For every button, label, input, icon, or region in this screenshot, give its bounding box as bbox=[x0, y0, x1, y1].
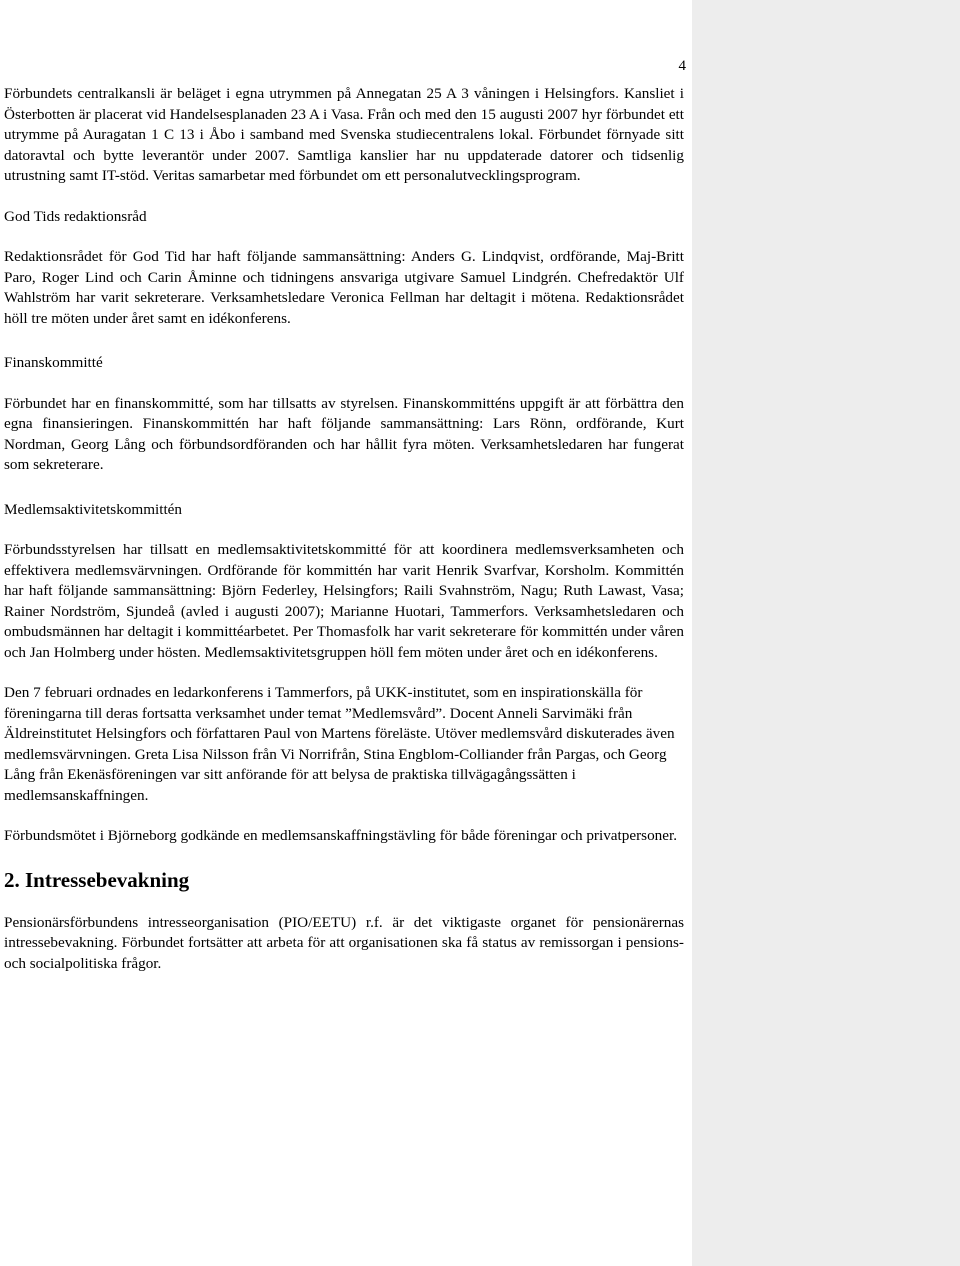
paragraph-finanskommitte: Förbundet har en finanskommitté, som har tillsatts av styrelsen. Finanskommitténs uppgift är att förbättra den egna finansieringen. Finanskommittén har haft följande sammansättning: Lars Rönn, ordförande, Kurt Nordman, Georg Lång och förbundsordföranden och har hållit fyra möten. Verksamhetsledaren har fungerat som sekreterare. bbox=[4, 394, 684, 473]
heading-finanskommitte: Finanskommitté bbox=[4, 354, 103, 371]
document-body bbox=[4, 84, 684, 974]
paragraph-ledarkonferens: Den 7 februari ordnades en ledarkonferens i Tammerfors, på UKK-institutet, som en inspirationskälla för föreningarna till deras fortsatta verksamhet under temat ”Medlemsvård”. Docent Anneli Sarvimäki från Äldreinstitutet Helsingfors och författaren Paul von Martens föreläste. Utöver medlemsvård diskuterades även medlemsvärvningen. Greta Lisa Nilsson från Vi Norrifrån, Stina Engblom-Colliander från Pargas, och Georg Lång från Ekenäsföreningen var sitt anförande för att belysa de praktiska tillvägagångssätten i medlemsanskaffningen. bbox=[4, 684, 675, 804]
heading-god-tids-redaktionsrad: God Tids redaktionsråd bbox=[4, 207, 147, 225]
paragraph-forbundsmotet: Förbundsmötet i Björneborg godkände en medlemsanskaffningstävling för både föreningar och privatpersoner. bbox=[4, 827, 678, 844]
paragraph-intressebevakning: Pensionärsförbundens intresseorganisation (PIO/EETU) r.f. är det viktigaste organet för pensionärernas intressebevakning. Förbundet fortsätter att arbeta för att organisationen ska få status av remissorgan i pensions- och socialpolitiska frågor. bbox=[4, 913, 684, 972]
paragraph-intro: Förbundets centralkansli är beläget i egna utrymmen på Annegatan 25 A 3 våningen i Helsingfors. Kansliet i Österbotten är placerat vid Handelsesplanaden 23 A i Vasa. Från och med den 15 augusti 2007 hyr förbundet ett utrymme på Auragatan 1 C 13 i Åbo i samband med Svenska studiecentralens lokal. Förbundet förnyade sitt datoravtal och bytte leverantör under 2007. Samtliga kanslier har nu uppdaterade datorer och tidsenlig utrustning samt IT-stöd. Veritas samarbetar med förbundet om ett personalutvecklingsprogram. bbox=[4, 85, 684, 184]
section-heading-intressebevakning: 2. Intressebevakning bbox=[4, 867, 190, 892]
heading-medlemsaktivitetskommitten: Medlemsaktivitetskommittén bbox=[4, 500, 183, 518]
paragraph-redaktionsrad: Redaktionsrådet för God Tid har haft följande sammansättning: Anders G. Lindqvist, ordförande, Maj-Britt Paro, Roger Lind och Carin Åminne och tidningens ansvariga utgivare Samuel Lindgrén. Chefredaktör Ulf Wahlström har varit sekreterare. Verksamhetsledare Veronica Fellman har deltagit i mötena. Redaktionsrådet höll tre möten under året samt en idékonferens. bbox=[4, 248, 684, 327]
paragraph-medlemsaktivitetskommitten: Förbundsstyrelsen har tillsatt en medlemsaktivitetskommitté för att koordinera medlemsverksamheten och effektivera medlemsvärvningen. Ordförande för kommittén har varit Henrik Svarfvar, Korsholm. Kommittén har haft följande sammansättning: Björn Federley, Helsingfors; Raili Svahnström, Nagu; Ruth Lawast, Vasa; Rainer Nordström, Sjundeå (avled i augusti 2007); Marianne Huotari, Tammerfors. Verksamhetsledaren och ombudsmännen har deltagit i kommittéarbetet. Per Thomasfolk har varit sekreterare för kommittén under våren och Jan Holmberg under hösten. Medlemsaktivitetsgruppen höll fem möten under året och en idékonferens. bbox=[4, 541, 684, 661]
page-number: 4 bbox=[678, 58, 686, 74]
comment-margin-panel bbox=[692, 0, 960, 1266]
